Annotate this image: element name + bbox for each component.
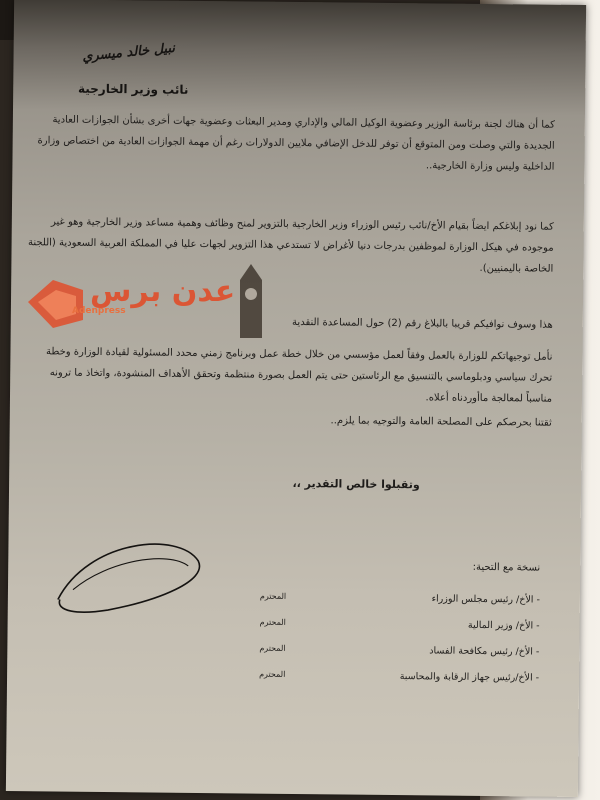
closing-text: وتقبلوا خالص التقدير ،، bbox=[292, 476, 420, 492]
paragraph-committee: كما أن هناك لجنة برئاسة الوزير وعضوية الوكيل المالي والإداري ومدير البعثات وعضوية جهات أخرى بشأن الجوازات العادية الجديدة والتي وصلت ومن المتوقع أن توفر للدخل الإضافي ملايين الدولارات رغم أن مهمة الجوازات العادية من اختصاص وزارة الداخلية وليس وزارة الخارجية.. bbox=[37, 114, 555, 173]
document-page bbox=[6, 0, 586, 797]
list-item bbox=[219, 617, 539, 646]
signature-scribble bbox=[48, 519, 209, 631]
copies-list bbox=[219, 591, 540, 698]
recipient-name: - الأخ/رئيس جهاز الرقابة والمحاسبة bbox=[399, 671, 540, 684]
watermark-arabic: عدن برس bbox=[90, 274, 236, 309]
paragraph-report-2: هذا وسوف نوافيكم قريبا بالبلاغ رقم (2) حول المساعدة النقدية bbox=[292, 316, 553, 331]
watermark-english: Adenpress bbox=[72, 306, 126, 316]
closing-line bbox=[11, 474, 541, 493]
copies-heading: نسخة مع التحية: bbox=[472, 561, 541, 574]
honorific: المحترم bbox=[259, 617, 286, 627]
signatory-name: نبيل خالد ميسري bbox=[81, 40, 176, 65]
paragraph-forgery: كما نود إبلاغكم ايضاً بقيام الأخ/نائب رئيس الوزراء وزير الخارجية بالتزوير لمنح وظائف وهمية مساعد وزير الخارجية وهو غير موجوده في هيكل الوزارة لموظفين بدرجات دنيا لأغراض لا تستدعي هذا التزوير لجهات عليا في المملكة العربية السعودية (اللجنة الخاصة باليمنيين). bbox=[27, 216, 554, 275]
honorific: المحترم bbox=[259, 669, 286, 679]
list-item bbox=[220, 591, 540, 620]
paragraph-trust: ثقتنا بحرصكم على المصلحة العامة والتوجيه بما يلزم.. bbox=[330, 415, 552, 429]
signatory-title: نائب وزير الخارجية bbox=[77, 81, 189, 97]
recipient-name: - الأخ/ رئيس مجلس الوزراء bbox=[431, 593, 540, 606]
paragraph-request: نأمل توجيهاتكم للوزارة بالعمل وفقاً لعمل مؤسسي من خلال خطة عمل وبرنامج زمني محدد المسئولية لقيادة الوزارة وخطة تحرك سياسي ودبلوماسي بالتنسيق مع الرئاستين حتى يتم العمل بصورة منتظمة وتحقق الأهداف المنشودة، واتخاذ ما ترونه مناسباً لمعالجة ماأوردناه أعلاه. bbox=[45, 346, 553, 405]
list-item bbox=[219, 643, 539, 672]
recipient-name: - الأخ/ رئيس مكافحة الفساد bbox=[429, 645, 540, 658]
honorific: المحترم bbox=[259, 643, 286, 653]
recipient-name: - الأخ/ وزير المالية bbox=[467, 619, 540, 632]
list-item bbox=[219, 669, 539, 698]
honorific: المحترم bbox=[259, 591, 287, 601]
